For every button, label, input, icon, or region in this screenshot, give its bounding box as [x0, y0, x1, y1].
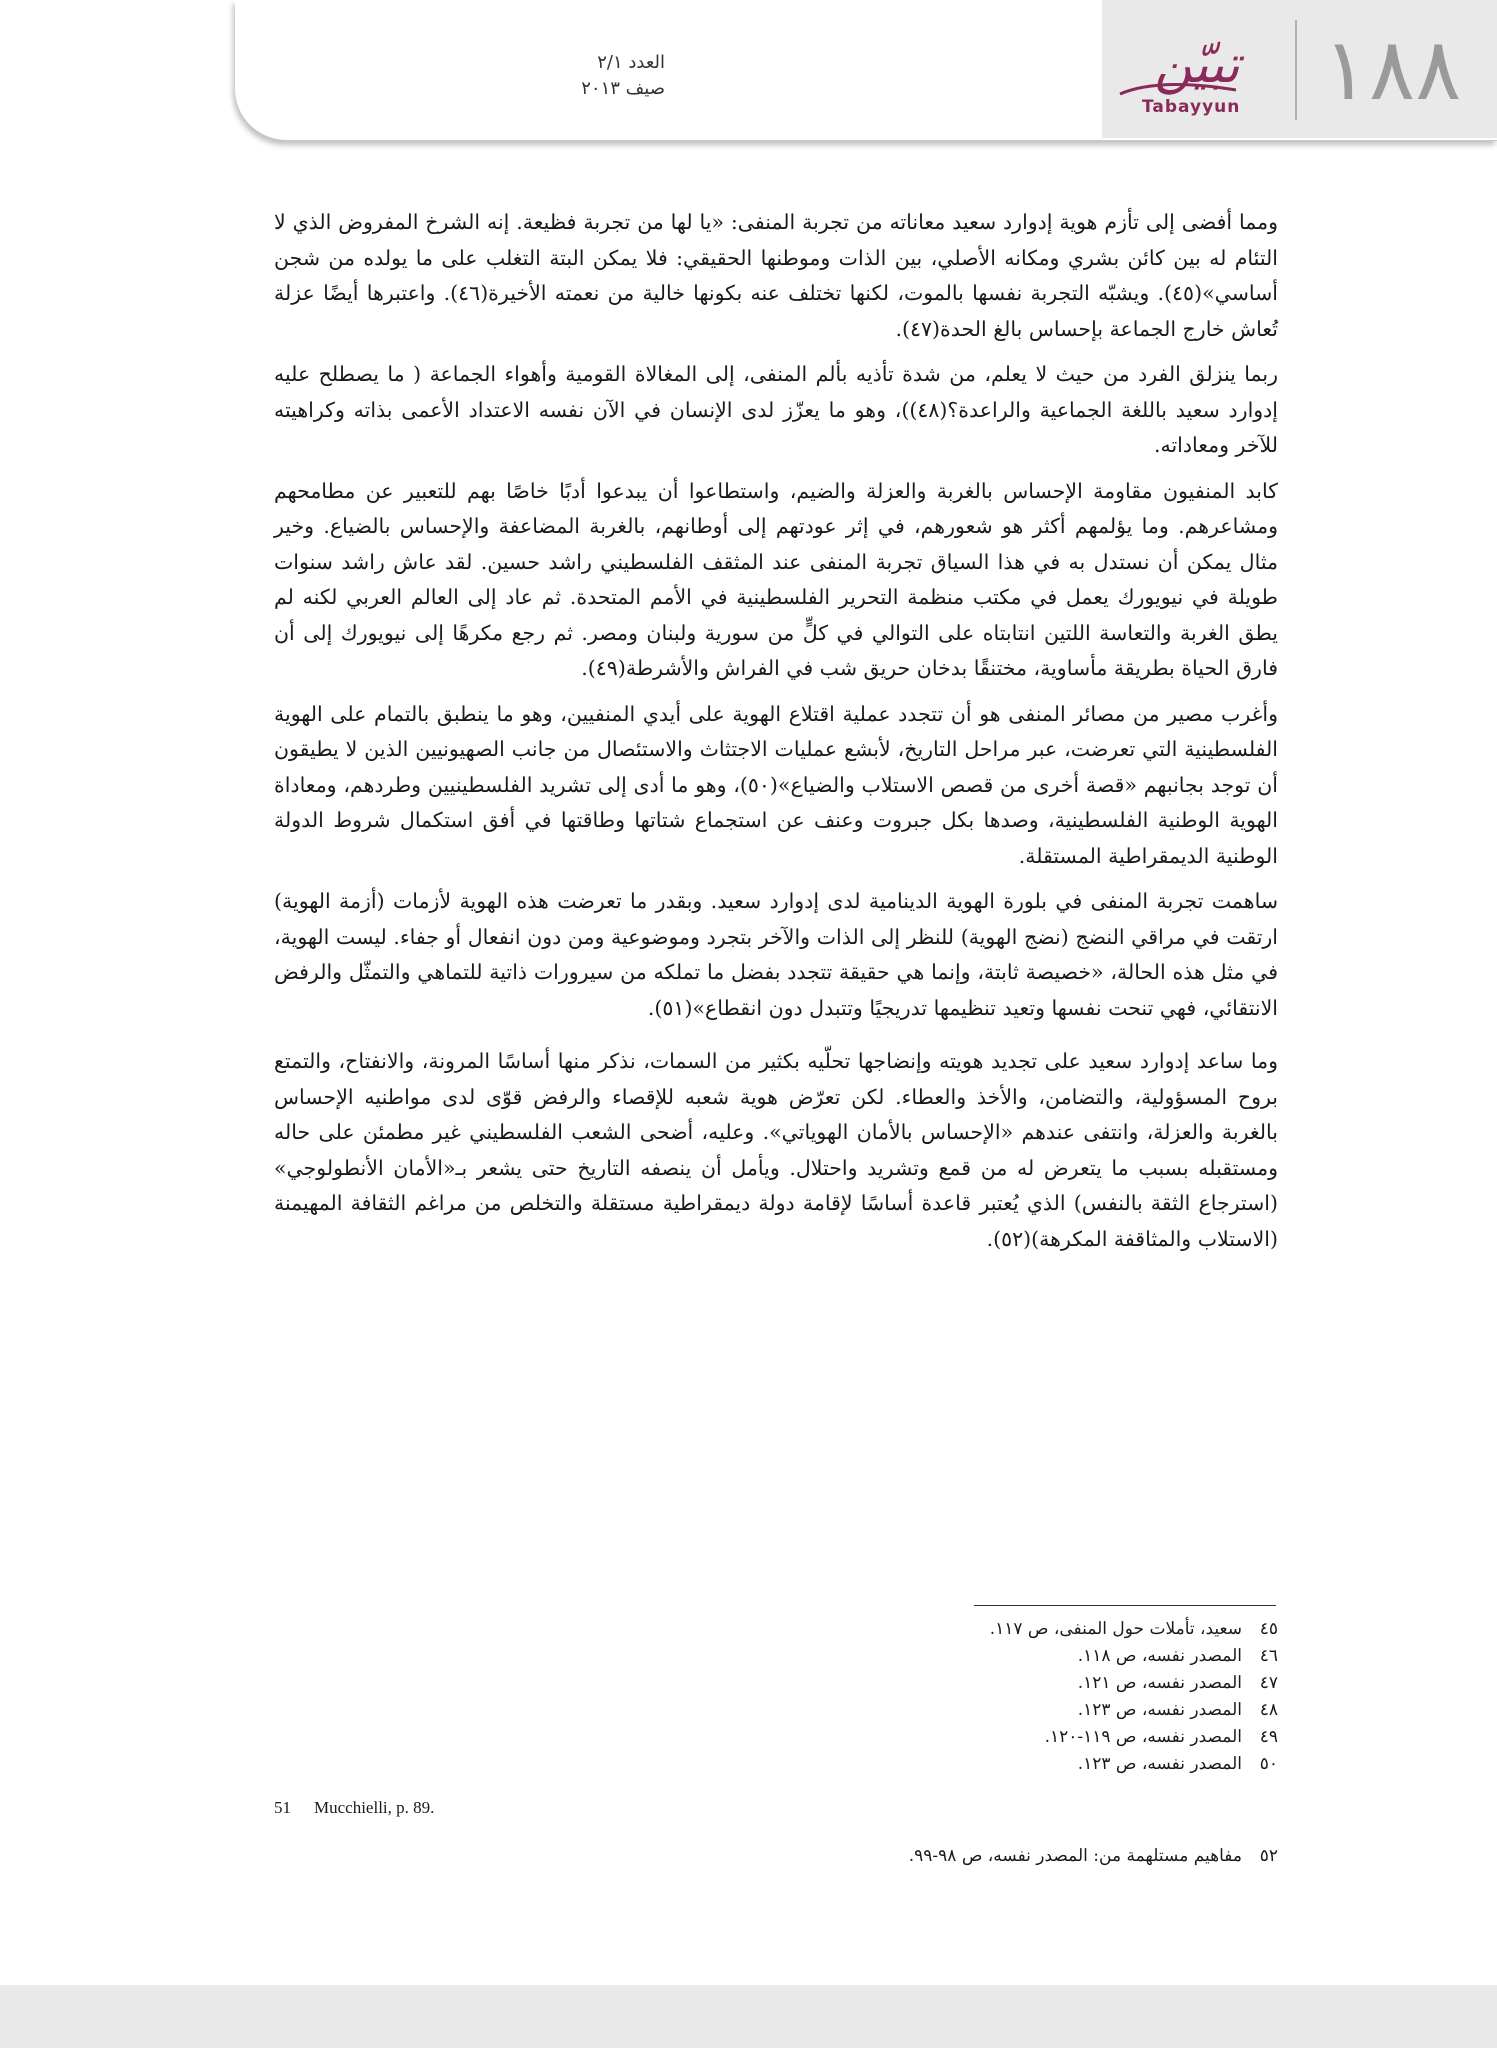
issue-info: [505, 50, 665, 110]
footnote-number: ٤٧: [1259, 1673, 1278, 1693]
footnote-text: المصدر نفسه، ص ١١٩-١٢٠.: [1044, 1727, 1242, 1747]
article-body: [274, 205, 1278, 1267]
page-footer: [0, 1985, 1497, 2048]
paragraph: ومما أفضى إلى تأزم هوية إدوارد سعيد معاناته من تجربة المنفى: «يا لها من تجربة فظيعة. إنه الشرخ المفروض الذي لا التئام له بين كائن بشري ومكانه الأصلي، بين الذات وموطنها الحقيقي: فلا يمكن البتة التغلب على ما يولده من شجن أساسي»(٤٥). ويشبّه التجربة نفسها بالموت، لكنها تختلف عنه بكونها خالية من نعمته الأخيرة(٤٦). واعتبرها أيضًا عزلة تُعاش خارج الجماعة بإحساس بالغ الحدة(٤٧).: [274, 210, 1278, 341]
season-label: صيف ٢٠١٣: [581, 78, 665, 99]
footnote-text: مفاهيم مستلهمة من: المصدر نفسه، ص ٩٨-٩٩.: [908, 1846, 1242, 1866]
footnote-number: ٤٦: [1259, 1646, 1278, 1666]
logo-divider: [1295, 20, 1297, 120]
footnote-item-latin: [274, 1794, 1278, 1821]
footnote-number: 51: [274, 1798, 291, 1817]
page-number: ١٨٨: [1322, 20, 1462, 120]
footnote-item: [274, 1670, 1278, 1697]
footnote-text: المصدر نفسه، ص ١١٨.: [1077, 1646, 1242, 1666]
footnote-number: ٥٢: [1259, 1846, 1278, 1866]
paragraph: ساهمت تجربة المنفى في بلورة الهوية الدينامية لدى إدوارد سعيد. وبقدر ما تعرضت هذه الهوية لأزمات (أزمة الهوية) ارتقت في مراقي النضج (نضج الهوية) للنظر إلى الذات والآخر بتجرد وموضوعية ومن دون انفعال أو جفاء. ليست الهوية، في مثل هذه الحالة، «خصيصة ثابتة، وإنما هي حقيقة تتجدد بفضل ما تملكه من سيرورات ذاتية للتماهي والتمثّل والرفض الانتقائي، فهي تنحت نفسها وتعيد تنظيمها تدريجيًا وتتبدل دون انقطاع»(٥١).: [274, 889, 1278, 1020]
footnote-text: المصدر نفسه، ص ١٢٣.: [1077, 1700, 1242, 1720]
footnote-item: [274, 1697, 1278, 1724]
footnote-number: ٥٠: [1259, 1754, 1278, 1774]
footnote-text: المصدر نفسه، ص ١٢٣.: [1077, 1754, 1242, 1774]
footnote-item: [274, 1843, 1278, 1870]
paragraph: ربما ينزلق الفرد من حيث لا يعلم، من شدة تأذيه بألم المنفى، إلى المغالاة القومية وأهواء الجماعة ( ما يصطلح عليه إدوارد سعيد باللغة الجماعية والراعدة؟(٤٨))، وهو ما يعزّز لدى الإنسان في الآن نفسه الاعتداد الأعمى بذاته وكراهيته للآخر ومعاداته.: [274, 362, 1278, 457]
footnote-number: ٤٩: [1259, 1727, 1278, 1747]
issue-label: العدد ٢/١: [597, 52, 665, 73]
footnote-text: المصدر نفسه، ص ١٢١.: [1077, 1673, 1242, 1693]
paragraph: وأغرب مصير من مصائر المنفى هو أن تتجدد عملية اقتلاع الهوية على أيدي المنفيين، وهو ما ينطبق بالتمام على الهوية الفلسطينية التي تعرضت، عبر مراحل التاريخ، لأبشع عمليات الاجتثاث والاستئصال من جانب الصهيونيين الذين لا يطيقون أن توجد بجانبهم «قصة أخرى من قصص الاستلاب والضياع»(٥٠)، وهو ما أدى إلى تشريد الفلسطينيين وطردهم، ومعاداة الهوية الوطنية الفلسطينية، وصدها بكل جبروت وعنف عن استجماع شتاتها وطاقتها في أفق استكمال شروط الدولة الوطنية الديمقراطية المستقلة.: [274, 701, 1278, 868]
footnote-item: [274, 1616, 1278, 1643]
footnote-item: [274, 1643, 1278, 1670]
footnote-text: سعيد، تأملات حول المنفى، ص ١١٧.: [989, 1619, 1242, 1639]
footnotes: [274, 1616, 1278, 1870]
tabayyun-logo: [1112, 34, 1282, 130]
footnote-number: ٤٥: [1259, 1619, 1278, 1639]
footnote-text: Mucchielli, p. 89.: [314, 1798, 435, 1817]
logo-arabic: تبيّن: [1154, 35, 1240, 95]
paragraph: وما ساعد إدوارد سعيد على تجديد هويته وإنضاجها تحلّيه بكثير من السمات، نذكر منها أساسًا المرونة، والانفتاح، والتمتع بروح المسؤولية، والتضامن، والأخذ والعطاء. لكن تعرّض هوية شعبه للإقصاء والرفض قوّى لدى مواطنيه الإحساس بالغربة والعزلة، وانتفى عندهم «الإحساس بالأمان الهوياتي». وعليه، أضحى الشعب الفلسطيني غير مطمئن على حاله ومستقبله بسبب ما يتعرض له من قمع وتشريد واحتلال. ويأمل أن ينصفه التاريخ حتى يشعر بـ«الأمان الأنطولوجي» (استرجاع الثقة بالنفس) الذي يُعتبر قاعدة أساسًا لإقامة دولة ديمقراطية مستقلة والتخلص من مراغم الثقافة المهيمنة (الاستلاب والمثاقفة المكرهة)(٥٢).: [274, 1049, 1278, 1251]
header-logo-panel: [1102, 0, 1497, 138]
logo-latin: Tabayyun: [1142, 97, 1241, 117]
footnote-divider: [974, 1605, 1276, 1606]
page-header: [0, 0, 1497, 145]
footnote-item: [274, 1724, 1278, 1751]
footnote-item: [274, 1751, 1278, 1778]
paragraph: كابد المنفيون مقاومة الإحساس بالغربة والعزلة والضيم، واستطاعوا أن يبدعوا أدبًا خاصًا بهم للتعبير عن مطامحهم ومشاعرهم. وما يؤلمهم أكثر هو شعورهم، في إثر عودتهم إلى أوطانهم، بالغربة المضاعفة والإحساس بالضياع. وخير مثال يمكن أن نستدل به في هذا السياق تجربة المنفى عند المثقف الفلسطيني راشد حسين. لقد عاش راشد سنوات طويلة في نيويورك يعمل في مكتب منظمة التحرير الفلسطينية في الأمم المتحدة. ثم عاد إلى العالم العربي لكنه لم يطق الغربة والتعاسة اللتين انتابتاه على التوالي في كلٍّ من سورية ولبنان ومصر. ثم رجع مكرهًا إلى نيويورك إلى أن فارق الحياة بطريقة مأساوية، مختنقًا بدخان حريق شب في الفراش والأشرطة(٤٩).: [274, 478, 1278, 680]
footnote-number: ٤٨: [1259, 1700, 1278, 1720]
